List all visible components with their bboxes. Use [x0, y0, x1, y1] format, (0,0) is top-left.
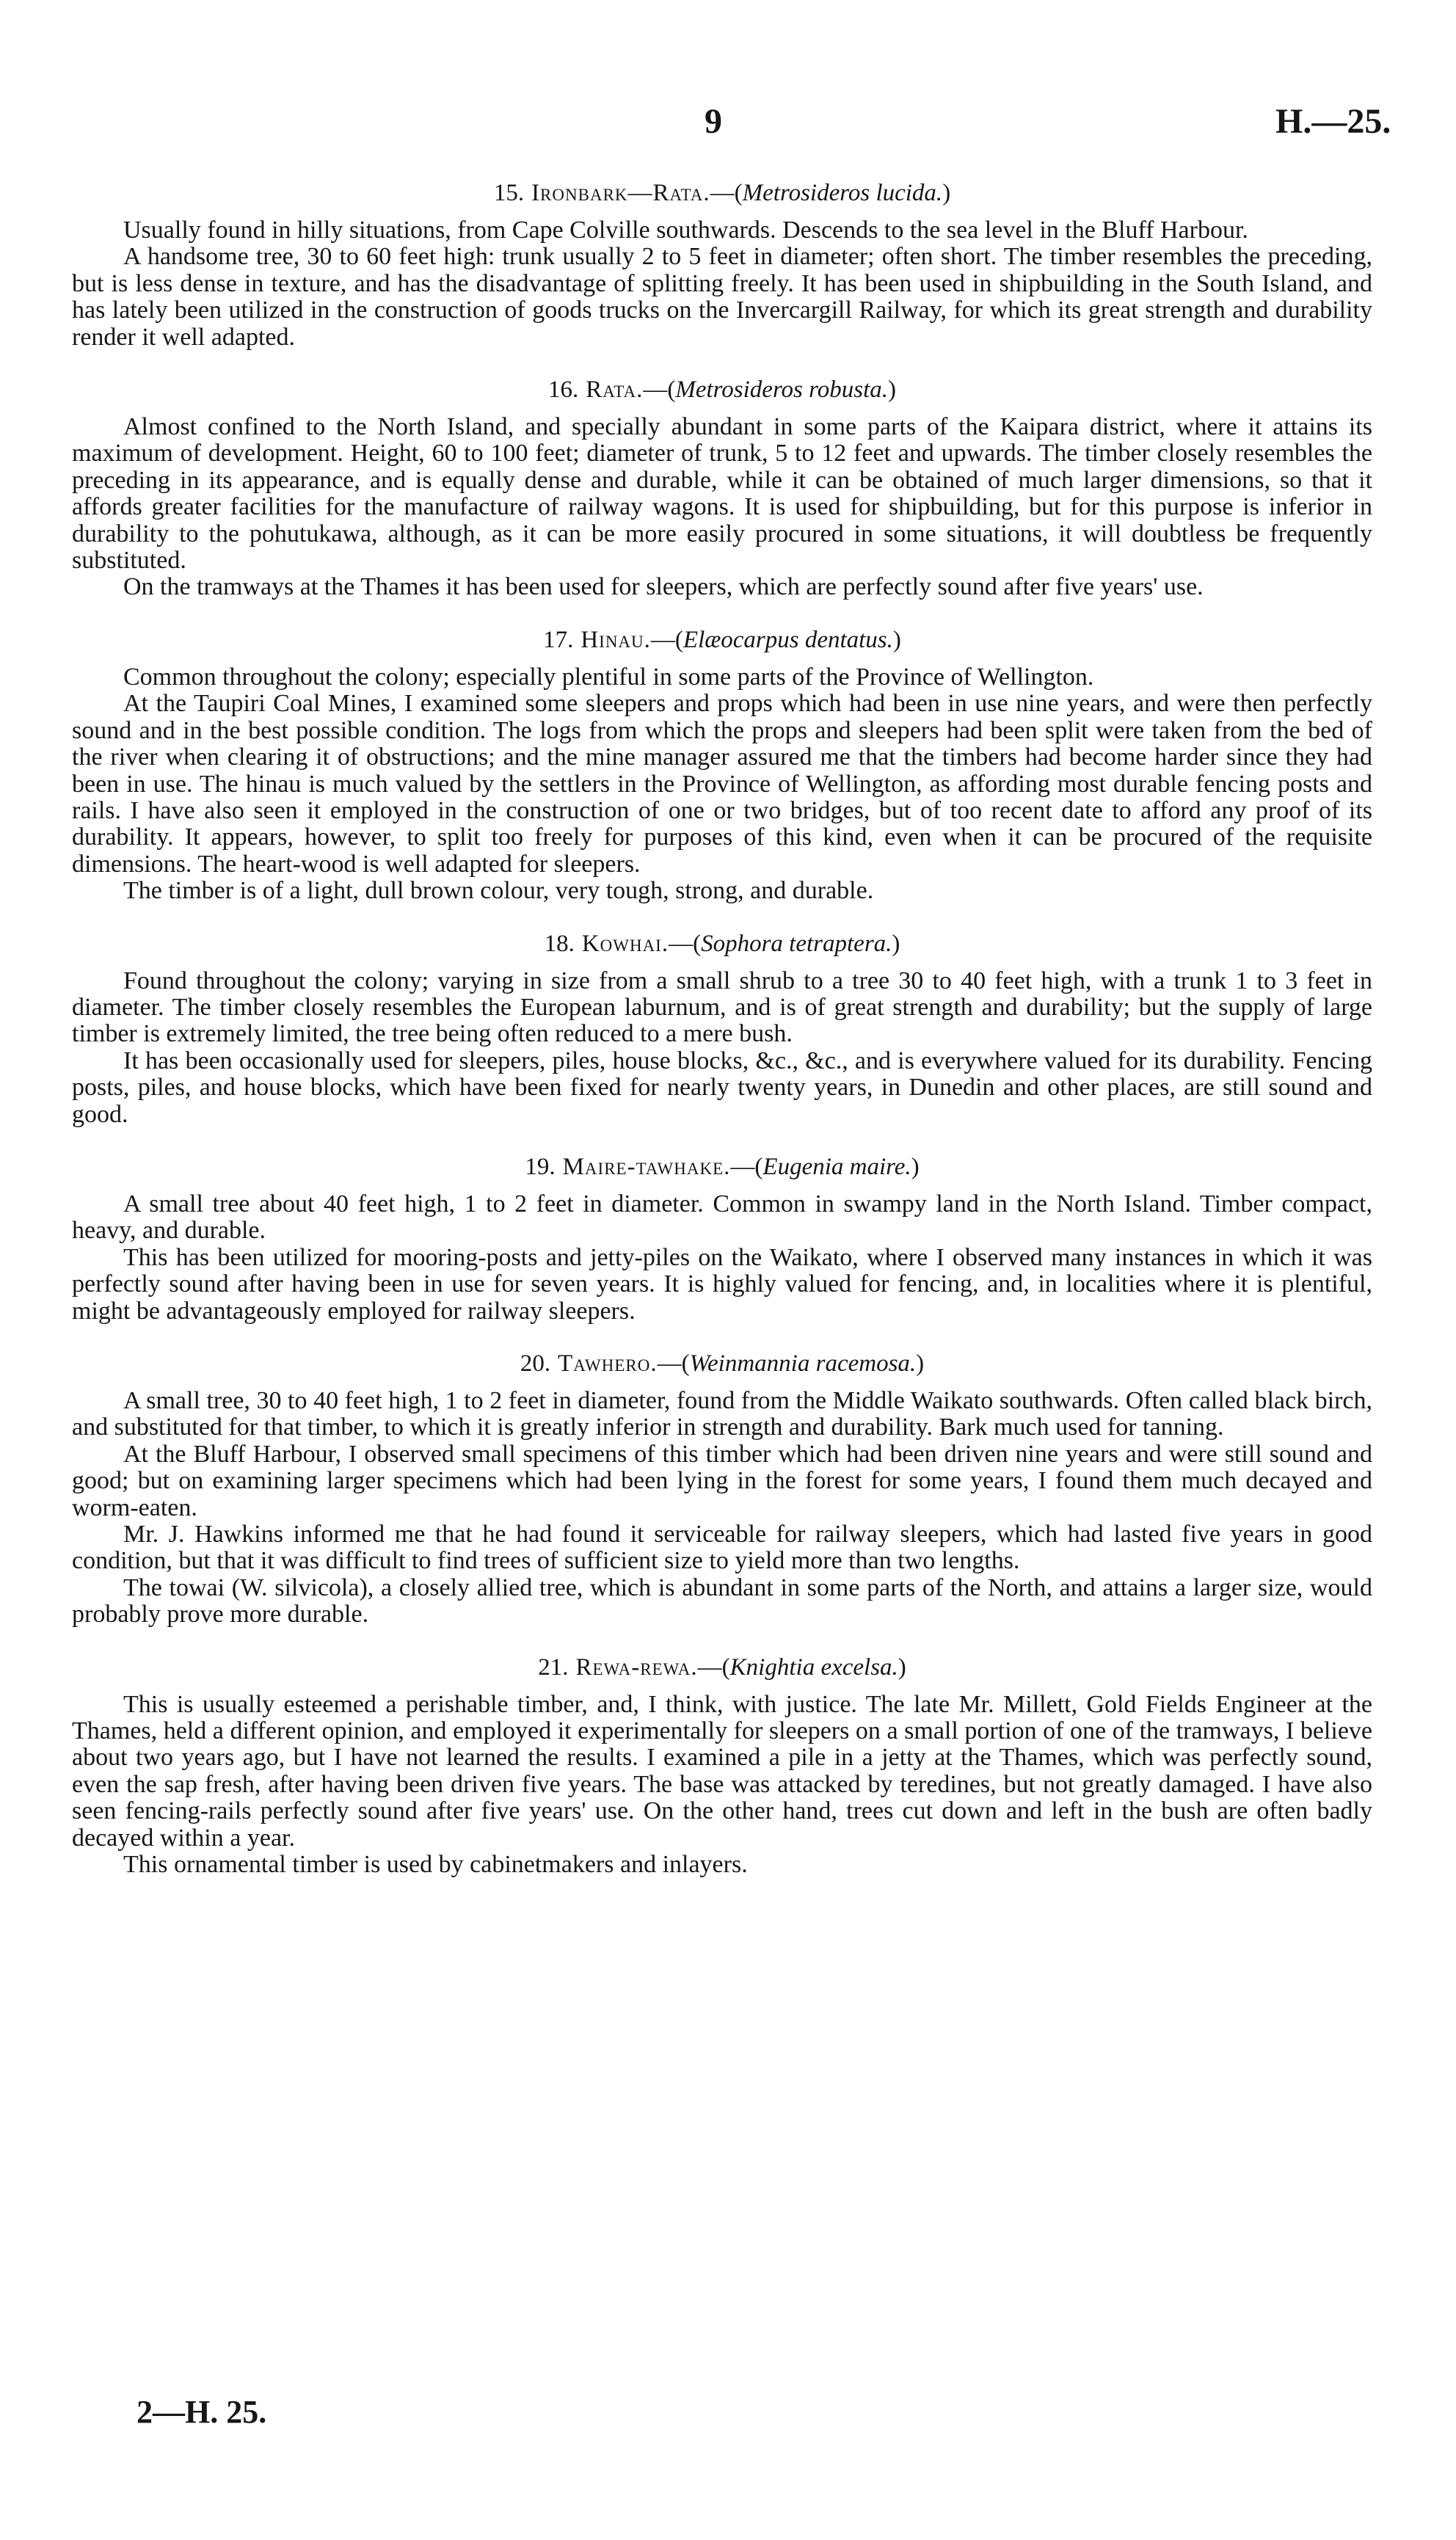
- section-number: 16.: [547, 376, 579, 404]
- common-name: Rewa-rewa.: [575, 1653, 698, 1681]
- section-number: 20.: [520, 1350, 551, 1377]
- section-heading: 15. Ironbark—Rata.—(Metrosideros lucida.): [493, 180, 951, 206]
- section: [72, 176, 1372, 351]
- paragraph: This ornamental timber is used by cabinetmakers and inlayers.: [123, 1851, 748, 1879]
- page-body: [72, 176, 1372, 1901]
- common-name: Kowhai.: [581, 930, 669, 957]
- section-heading: 21. Rewa-rewa.—(Knightia excelsa.): [538, 1653, 906, 1681]
- paragraph: Common throughout the colony; especially plentiful in some parts of the Province of Wellington.: [123, 663, 1094, 691]
- scientific-name: Metrosideros robusta.: [675, 376, 889, 404]
- scientific-name: Eugenia maire.: [762, 1153, 911, 1180]
- scientific-name: Elæocarpus dentatus.: [682, 626, 893, 653]
- paragraph: A small tree about 40 feet high, 1 to 2 feet in diameter. Common in swampy land in the North Island. Timber compact, heavy, and durable.: [72, 1190, 1372, 1245]
- paragraph: The timber is of a light, dull brown colour, very tough, strong, and durable.: [123, 877, 874, 905]
- section-heading: 16. Rata.—(Metrosideros robusta.): [547, 376, 897, 404]
- paragraph: At the Taupiri Coal Mines, I examined some sleepers and props which had been in use nine years, and were then perfectly sound and in the best possible condition. The logs from which the props and sleepers had been split were taken from the bed of the river when clearing it of obstructions; and the mine manager assured me that the timbers had become harder since they had been in use. The hinau is much valued by the settlers in the Province of Wellington, as affording most durable fencing posts and rails. I have also seen it employed in the construction of one or two bridges, but of too recent date to afford any proof of its durability. It appears, however, to split too freely for purposes of this kind, even when it can be procured of the requisite dimensions. The heart-wood is well adapted for sleepers.: [72, 690, 1372, 878]
- paragraph: A small tree, 30 to 40 feet high, 1 to 2 feet in diameter, found from the Middle Waikato southwards. Often called black birch, and substituted for that timber, to which it is greatly inferior in strength and durability. Bark much used for tanning.: [72, 1387, 1372, 1441]
- section: [72, 927, 1372, 1128]
- paragraph: At the Bluff Harbour, I observed small specimens of this timber which had been driven nine years and were still sound and good; but on examining larger specimens which had been lying in the forest for some years, I found them much decayed and worm-eaten.: [72, 1440, 1372, 1521]
- paragraph: Almost confined to the North Island, and specially abundant in some parts of the Kaipara district, where it attains its maximum of development. Height, 60 to 100 feet; diameter of trunk, 5 to 12 feet and upwards. The timber closely resembles the preceding in its appearance, and is equally dense and durable, while it can be obtained of much larger dimensions, so that it affords greater facilities for the manufacture of railway wagons. It is used for shipbuilding, but for this purpose is inferior in durability to the pohutukawa, although, as it can be more easily procured in some situations, it will doubtless be frequently substituted.: [72, 413, 1372, 575]
- paragraph: The towai (W. silvicola), a closely allied tree, which is abundant in some parts of the North, and attains a larger size, would probably prove more durable.: [72, 1573, 1372, 1629]
- paragraph: Mr. J. Hawkins informed me that he had found it serviceable for railway sleepers, which had lasted five years in good condition, but that it was difficult to find trees of sufficient size to yield more than two lengths.: [72, 1521, 1372, 1575]
- common-name: Ironbark—Rata.: [531, 180, 710, 206]
- paragraph: It has been occasionally used for sleepers, piles, house blocks, &c., &c., and is everywhere valued for its durability. Fencing posts, piles, and house blocks, which have been fixed for nearly twenty years, in Dunedin and other places, are still sound and good.: [72, 1047, 1372, 1128]
- page-number: 9: [705, 102, 722, 141]
- section: [72, 373, 1372, 601]
- section-heading: 18. Kowhai.—(Sophora tetraptera.): [544, 930, 900, 957]
- scientific-name: Metrosideros lucida.: [742, 180, 943, 206]
- section-number: 18.: [544, 930, 575, 957]
- document-code: H.—25.: [1275, 102, 1391, 141]
- scientific-name: Knightia excelsa.: [729, 1653, 898, 1681]
- signature-mark: 2—H. 25.: [136, 2394, 267, 2430]
- section: [72, 1347, 1372, 1629]
- section-heading: 19. Maire-tawhake.—(Eugenia maire.): [525, 1153, 920, 1180]
- paragraph: On the tramways at the Thames it has been used for sleepers, which are perfectly sound after five years' use.: [123, 573, 1204, 601]
- section-number: 15.: [493, 180, 525, 206]
- section: [72, 623, 1372, 905]
- paragraph: Found throughout the colony; varying in size from a small shrub to a tree 30 to 40 feet high, with a trunk 1 to 3 feet in diameter. The timber closely resembles the European laburnum, and is of great strength and durability; but the supply of large timber is extremely limited, the tree being often reduced to a mere bush.: [72, 967, 1372, 1048]
- paragraph: A handsome tree, 30 to 60 feet high: trunk usually 2 to 5 feet in diameter; often short. The timber resembles the preceding, but is less dense in texture, and has the disadvantage of splitting freely. It has been used in shipbuilding in the South Island, and has lately been utilized in the construction of goods trucks on the Invercargill Railway, for which its great strength and durability render it well adapted.: [72, 243, 1372, 351]
- section-number: 21.: [538, 1653, 569, 1681]
- section-heading: 17. Hinau.—(Elæocarpus dentatus.): [543, 626, 901, 653]
- common-name: Hinau.: [580, 626, 651, 653]
- scientific-name: Sophora tetraptera.: [701, 930, 892, 957]
- common-name: Maire-tawhake.: [562, 1153, 731, 1180]
- common-name: Rata.: [586, 376, 644, 404]
- paragraph: Usually found in hilly situations, from Cape Colville southwards. Descends to the sea level in the Bluff Harbour.: [123, 216, 1248, 244]
- scientific-name: Weinmannia racemosa.: [689, 1350, 917, 1377]
- section-heading: 20. Tawhero.—(Weinmannia racemosa.): [520, 1350, 925, 1377]
- paragraph: This has been utilized for mooring-posts and jetty-piles on the Waikato, where I observed many instances in which it was perfectly sound after having been in use for seven years. It is highly valued for fencing, and, in localities where it is plentiful, might be advantageously employed for railway sleepers.: [72, 1243, 1372, 1325]
- section-number: 19.: [525, 1153, 556, 1180]
- paragraph: This is usually esteemed a perishable timber, and, I think, with justice. The late Mr. Millett, Gold Fields Engineer at the Thames, held a different opinion, and employed it experimentally for sleepers on a small portion of one of the tramways, I believe about two years ago, but I have not learned the results. I examined a pile in a jetty at the Thames, which was perfectly sound, even the sap fresh, after having been driven five years. The base was attacked by teredines, but not greatly damaged. I have also seen fencing-rails perfectly sound after five years' use. On the other hand, trees cut down and left in the bush are often badly decayed within a year.: [72, 1690, 1372, 1852]
- common-name: Tawhero.: [558, 1350, 658, 1377]
- section: [72, 1150, 1372, 1325]
- section-number: 17.: [543, 626, 574, 653]
- section: [72, 1651, 1372, 1879]
